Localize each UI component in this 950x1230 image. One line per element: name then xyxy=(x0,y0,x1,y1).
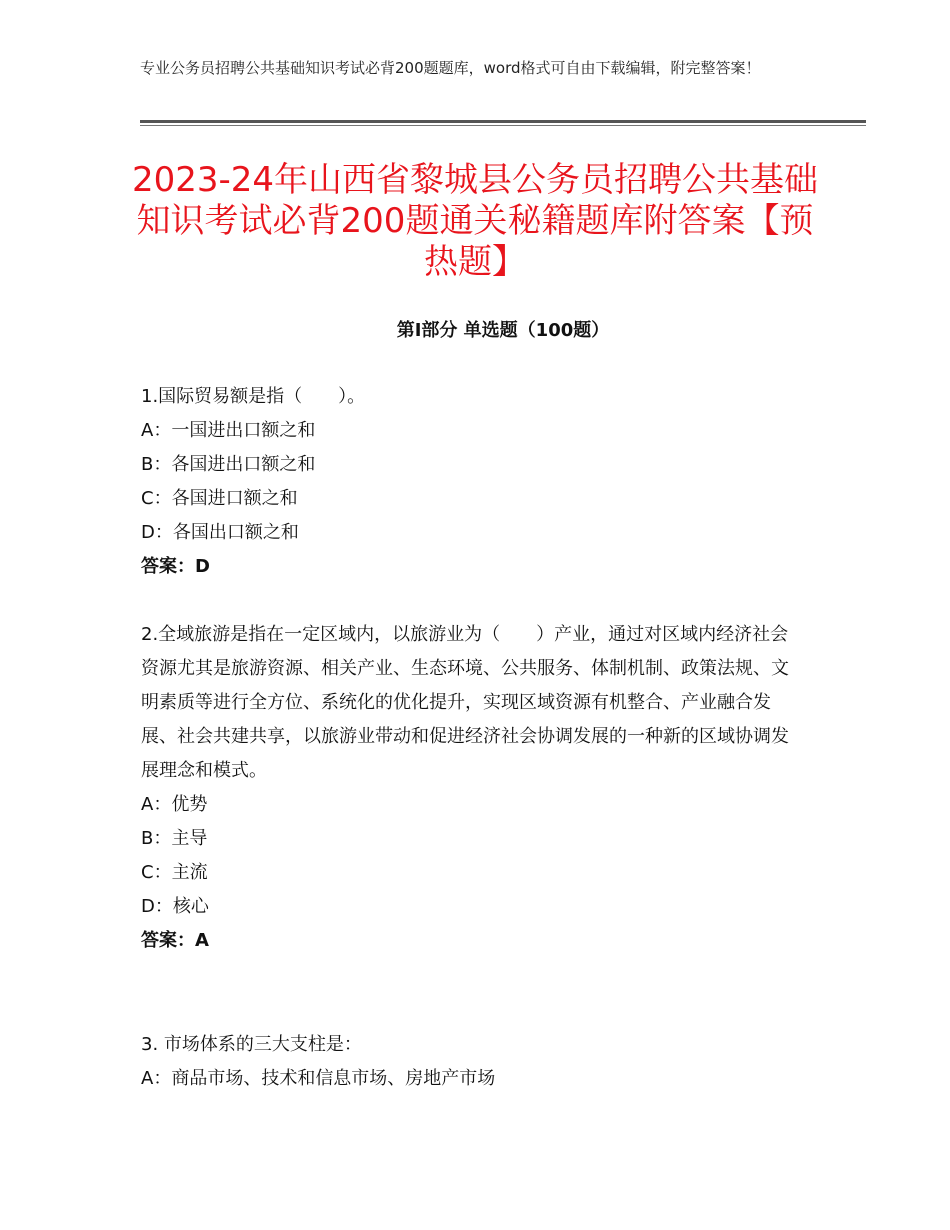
option-d: D：核心 xyxy=(141,896,209,917)
option-a: A：商品市场、技术和信息市场、房地产市场 xyxy=(141,1068,496,1089)
question-stem: 1.国际贸易额是指（ ）。 xyxy=(141,386,366,407)
option-c: C：各国进口额之和 xyxy=(141,488,298,509)
question-stem: 3. 市场体系的三大支柱是： xyxy=(141,1034,362,1055)
header-note: 专业公务员招聘公共基础知识考试必背200题题库，word格式可自由下载编辑，附完整答案！ xyxy=(140,59,761,77)
answer: 答案：D xyxy=(141,556,210,577)
question-stem: 2.全域旅游是指在一定区域内，以旅游业为（ ）产业，通过对区域内经济社会资源尤其是旅游资源、相关产业、生态环境、公共服务、体制机制、政策法规、文明素质等进行全方位、系统化的优化提升，实现区域资源有机整合、产业融合发展、社会共建共享，以旅游业带动和促进经济社会协调发展的一种新的区域协调发展理念和模式。 xyxy=(141,624,789,781)
section-heading: 第I部分 单选题（100题） xyxy=(396,320,610,341)
header-divider xyxy=(140,120,866,123)
question-2 xyxy=(141,618,801,958)
option-b: B：各国进出口额之和 xyxy=(141,454,316,475)
document-title: 2023-24年山西省黎城县公务员招聘公共基础知识考试必背200题通关秘籍题库附答案【预热题】 xyxy=(131,160,819,282)
option-d: D：各国出口额之和 xyxy=(141,522,299,543)
answer: 答案：A xyxy=(141,930,209,951)
question-1 xyxy=(141,380,801,584)
option-a: A：一国进出口额之和 xyxy=(141,420,316,441)
header-divider-thin xyxy=(140,125,866,126)
question-3 xyxy=(141,1028,801,1096)
option-b: B：主导 xyxy=(141,828,208,849)
option-c: C：主流 xyxy=(141,862,208,883)
option-a: A：优势 xyxy=(141,794,208,815)
